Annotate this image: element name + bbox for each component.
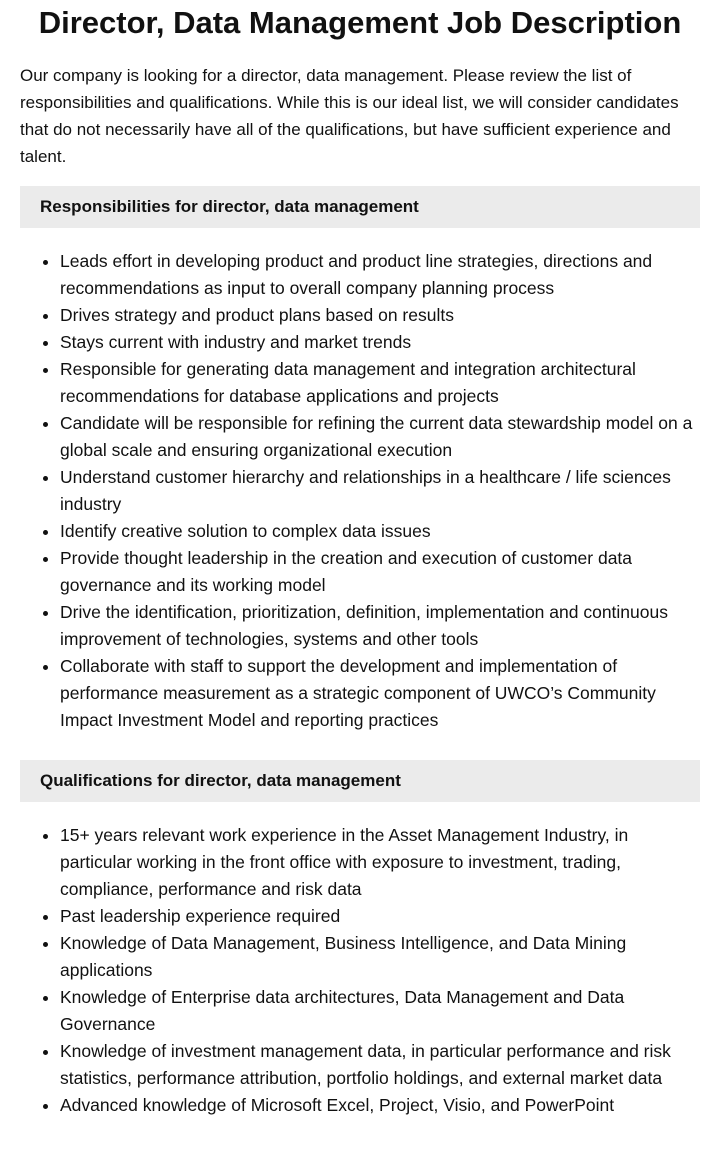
list-item: • Stays current with industry and market trends: [60, 329, 700, 356]
list-item: • Responsible for generating data management and integration architectural recommendations for database applications and projects: [60, 356, 700, 410]
list-item: • Knowledge of investment management data, in particular performance and risk statistics, performance attribution, portfolio holdings, and external market data: [60, 1038, 700, 1092]
qualifications-list: [20, 822, 700, 1119]
list-item: • Knowledge of Data Management, Business Intelligence, and Data Mining applications: [60, 930, 700, 984]
page-title: Director, Data Management Job Description: [38, 5, 682, 40]
list-item: • Past leadership experience required: [60, 903, 700, 930]
list-item: • Drives strategy and product plans based on results: [60, 302, 700, 329]
list-item: • Collaborate with staff to support the development and implementation of performance measurement as a strategic component of UWCO’s Community Impact Investment Model and reporting practices: [60, 653, 700, 734]
list-item: • Leads effort in developing product and product line strategies, directions and recommendations as input to overall company planning process: [60, 248, 700, 302]
list-item: • Understand customer hierarchy and relationships in a healthcare / life sciences industry: [60, 464, 700, 518]
list-item: • Drive the identification, prioritization, definition, implementation and continuous improvement of technologies, systems and other tools: [60, 599, 700, 653]
list-item: • Knowledge of Enterprise data architectures, Data Management and Data Governance: [60, 984, 700, 1038]
responsibilities-heading: Responsibilities for director, data management: [20, 186, 700, 228]
list-item: • Identify creative solution to complex data issues: [60, 518, 700, 545]
intro-text: Our company is looking for a director, data management. Please review the list of responsibilities and qualifications. While this is our ideal list, we will consider candidates that do not necessarily have all of the qualifications, but have sufficient experience and talent.: [20, 66, 679, 166]
list-item: • 15+ years relevant work experience in the Asset Management Industry, in particular working in the front office with exposure to investment, trading, compliance, performance and risk data: [60, 822, 700, 903]
list-item: • Advanced knowledge of Microsoft Excel, Project, Visio, and PowerPoint: [60, 1092, 700, 1119]
list-item: • Candidate will be responsible for refining the current data stewardship model on a global scale and ensuring organizational execution: [60, 410, 700, 464]
responsibilities-list: [20, 248, 700, 734]
qualifications-heading: Qualifications for director, data management: [20, 760, 700, 802]
list-item: • Provide thought leadership in the creation and execution of customer data governance and its working model: [60, 545, 700, 599]
